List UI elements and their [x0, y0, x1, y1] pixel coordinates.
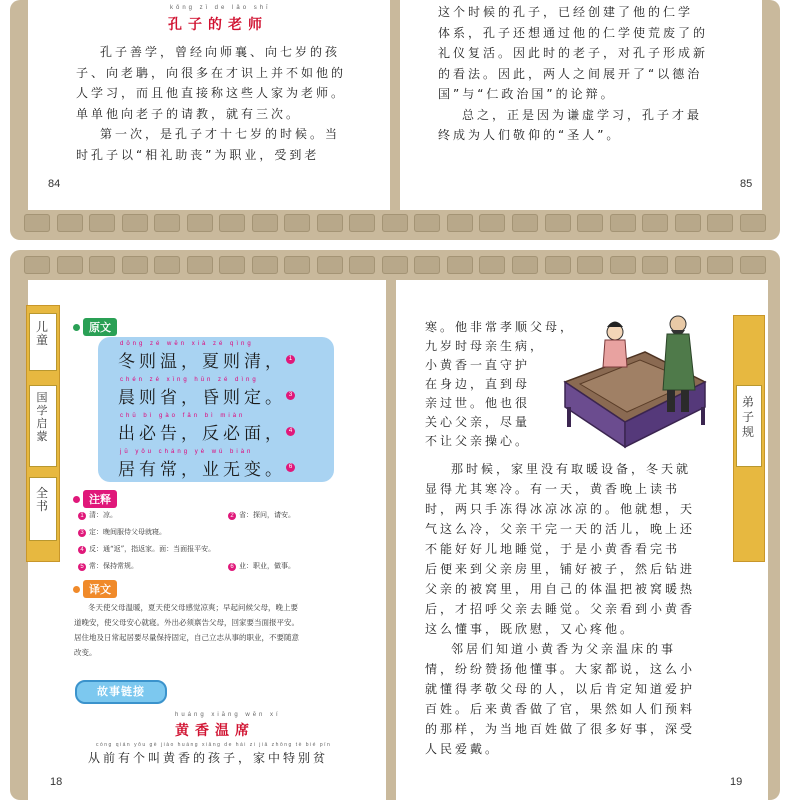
text-line: 不能好好儿地睡觉，于是小黄香看完书: [425, 542, 681, 556]
text-line: 那时候，家里没有取暖设备，冬天就: [451, 462, 692, 476]
pinyin-line: chū bì gào fǎn bì miàn: [120, 413, 246, 419]
note-text: 业：职业，做事。: [239, 562, 295, 570]
original-line: [118, 383, 295, 408]
note-item: [78, 527, 166, 537]
right-wide-text: [425, 459, 695, 759]
text-line: 百姓。后来黄香做了官，果然如人们预料: [425, 702, 696, 716]
sidebar-bottom-label: 全书: [35, 486, 48, 513]
note-number: 5: [78, 563, 86, 571]
page-number: 84: [48, 178, 61, 190]
right-narrow-text: [425, 318, 575, 451]
original-line: [118, 419, 295, 444]
text-line: 情，纷纷赞扬他懂事。大家都说，这么小: [425, 662, 696, 676]
note-marker[interactable]: 4: [286, 427, 295, 436]
text-line: 时，两只手冻得冰凉冰凉的。他就想，天: [425, 502, 696, 516]
translation-line: 居住地及日常起居要尽量保持固定，自己立志从事的职业，不要随意: [74, 633, 299, 642]
text-line: 后，才招呼父亲去睡觉。父亲看到小黄香: [425, 602, 696, 616]
right-body-text: [438, 2, 708, 146]
pinyin-line: jū yǒu cháng yè wú biàn: [120, 449, 254, 455]
text-line: 这么懂事，既欣慰，又心疼他。: [425, 622, 636, 636]
text-line: 后便来到父亲房里，铺好被子，然后钻进: [425, 562, 696, 576]
note-text: 常：保持常规。: [89, 562, 138, 570]
original-text-box: [98, 337, 334, 482]
translation-line: 冬天使父母温暖，夏天使父母感觉凉爽；早起问候父母，晚上要: [88, 603, 298, 612]
story-body: [78, 748, 328, 769]
note-marker[interactable]: 3: [286, 391, 295, 400]
page-edge-ticks: [24, 214, 766, 232]
text-line: 亲过世。他也很: [425, 396, 531, 410]
note-item: [78, 544, 215, 554]
text-line: 在身边，直到母: [425, 377, 531, 391]
note-item: [78, 510, 117, 520]
page-edge-ticks: [24, 256, 766, 274]
text-line: 人民爱戴。: [425, 742, 501, 756]
text-line: 的看法。因此，两人之间展开了“以德治: [438, 66, 703, 81]
left-sidebar: [26, 305, 58, 560]
text-line: 显得尤其寒冷。有一天，黄香晚上读书: [425, 482, 681, 496]
text-line: 这个时候的孔子，已经创建了他的仁学: [438, 5, 694, 19]
page-title: 孔子的老师: [168, 17, 268, 33]
original-text-label: [73, 318, 117, 336]
note-text: 省：探问，请安。: [239, 511, 295, 519]
notes-label: [73, 490, 117, 508]
notes-label-text: 注释: [83, 490, 117, 508]
note-marker[interactable]: 1: [286, 355, 295, 364]
note-text: 反：通“返”，指返家。面：当面报平安。: [89, 545, 216, 553]
translation-line: 道晚安，使父母安心就寝。外出必须禀告父母，回家要当面报平安。: [74, 618, 299, 627]
note-item: [78, 561, 138, 571]
pinyin-line: chén zé xǐng hūn zé dìng: [120, 377, 259, 383]
original-line-text: 出必告，反必面，: [118, 424, 286, 444]
left-body-text: [76, 42, 346, 165]
note-item: [228, 510, 295, 520]
pinyin-line: dōng zé wēn xià zé qìng: [120, 341, 254, 347]
sidebar-middle-label: 国学启蒙: [36, 391, 48, 443]
text-line: 邻居们知道小黄香为父亲温床的事: [451, 642, 677, 656]
translation-text: [74, 600, 364, 660]
text-line: 父亲的被窝里，用自己的体温把被窝暖热: [425, 582, 696, 596]
story-link-banner[interactable]: 故事链接: [75, 680, 167, 704]
sidebar-top-label: 儿童: [35, 320, 48, 347]
top-left-page: [28, 0, 390, 210]
story-title: 黄香温席: [175, 723, 255, 739]
note-number: 1: [78, 512, 86, 520]
text-line: 国”与“仁政治国”的论辩。: [438, 87, 616, 101]
text-line: 礼仪复活。因此时的老子，对孔子形成新: [438, 46, 709, 60]
bedroom-illustration: [555, 312, 715, 462]
text-line: 寒。他非常孝顺父母，: [425, 320, 576, 334]
story-title-pinyin: huáng xiāng wēn xí: [175, 712, 281, 718]
text-line: 子、向老聃，向很多在才识上并不如他的: [76, 65, 347, 80]
text-line: 第一次，是孔子才十七岁的时候。当: [100, 127, 341, 141]
text-line: 体系，孔子还想通过他的仁学使荒废了的: [438, 25, 709, 40]
text-line: 从前有个叫黄香的孩子，家中特别贫: [88, 751, 329, 765]
text-line: 小黄香一直守护: [425, 358, 531, 372]
text-line: 人学习，而且他直接称这些人家为老师。: [76, 86, 347, 100]
original-line: [118, 455, 295, 480]
note-number: 4: [78, 546, 86, 554]
note-text: 清：凉。: [89, 511, 117, 519]
story-pinyin: cóng qián yǒu gè jiào huáng xiāng de hái zi jiā zhōng tè bié pín: [96, 742, 332, 748]
text-line: 终成为人们敬仰的“圣人”。: [438, 128, 622, 142]
text-line: 就懂得孝敬父母的人，以后肯定知道爱护: [425, 682, 696, 696]
original-label-text: 原文: [83, 318, 117, 336]
note-text: 定：晚间服侍父母就寝。: [89, 528, 166, 536]
text-line: 总之，正是因为谦虚学习，孔子才最: [462, 107, 703, 122]
original-line-text: 晨则省，昏则定。: [118, 388, 286, 408]
note-number: 2: [228, 512, 236, 520]
original-line-text: 冬则温，夏则清，: [118, 352, 286, 372]
note-marker[interactable]: 6: [286, 463, 295, 472]
note-number: 6: [228, 563, 236, 571]
translation-line: 改变。: [74, 648, 97, 657]
top-right-page: [400, 0, 762, 210]
text-line: 关心父亲，尽量: [425, 415, 531, 429]
page-number: 18: [50, 776, 63, 788]
text-line: 九岁时母亲生病，: [425, 339, 546, 353]
translation-label: [73, 580, 117, 598]
note-item: [228, 561, 295, 571]
original-line: [118, 347, 295, 372]
note-number: 3: [78, 529, 86, 537]
text-line: 孔子善学，曾经向师襄、向七岁的孩: [100, 45, 341, 59]
translation-label-text: 译文: [83, 580, 117, 598]
original-line-text: 居有常，业无变。: [118, 460, 286, 480]
top-book-spread: [10, 0, 780, 240]
sidebar-book-title: 弟子规: [741, 395, 754, 439]
text-line: 气这么冷，父亲干完一天的活儿，晚上还: [425, 522, 696, 536]
text-line: 不让父亲操心。: [425, 434, 531, 448]
text-line: 的那样，为当地百姓做了很多好事，深受: [425, 722, 696, 736]
page-number: 85: [740, 178, 753, 190]
text-line: 时孔子以“相礼助丧”为职业，受到老: [76, 147, 320, 162]
page-number: 19: [730, 776, 743, 788]
title-pinyin: kǒng zǐ de lǎo shī: [170, 5, 271, 11]
text-line: 单单他向老子的请教，就有三次。: [76, 106, 302, 121]
